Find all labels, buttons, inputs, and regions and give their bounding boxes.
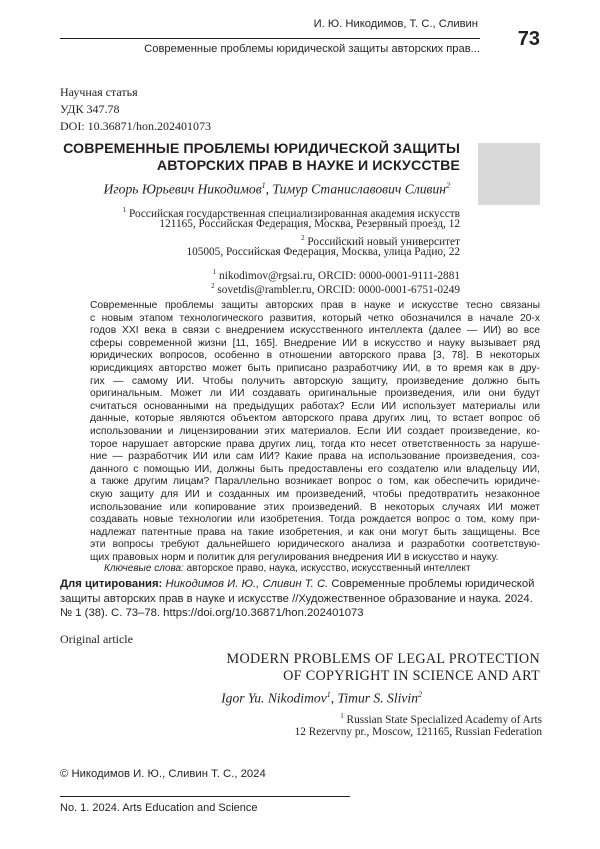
email-author-2 xyxy=(60,279,460,298)
author-separator: , xyxy=(266,182,273,197)
email-1-text: nikodimov@rgsai.ru, ORCID: 0000-0001-9111-2881 xyxy=(216,270,460,282)
abstract-line: а также другим лицам? Параллельно возникает вопрос о том, как обеспечить юридиче- xyxy=(90,476,540,489)
abstract-line: использовании и лицензировании этих материалов. Если ИИ создает произведение, ко- xyxy=(90,426,540,439)
citation-label: Для цитирования: xyxy=(60,578,162,590)
abstract-line: Современные проблемы защиты авторских прав в науке и искусстве тесно связаны xyxy=(90,300,540,313)
title-ru-line-1: СОВРЕМЕННЫЕ ПРОБЛЕМЫ ЮРИДИЧЕСКОЙ ЗАЩИТЫ xyxy=(60,141,460,157)
authors-en xyxy=(60,690,422,707)
keywords-text: авторское право, наука, искусство, искусственный интеллект xyxy=(184,563,471,574)
abstract-line: данного с помощью ИИ, должны быть предоставлены его создателю или владельцу ИИ, xyxy=(90,464,540,477)
author-2-sup: 2 xyxy=(446,181,450,190)
author-en-1-sup: 1 xyxy=(327,690,331,699)
affiliation-1-org: Российская государственная специализированная академия искусств xyxy=(126,208,460,220)
abstract-line: торое нарушает авторские права других лиц, тогда кто несет ответственность за наруше- xyxy=(90,439,540,452)
abstract-line: скую защиту для ИИ и созданных им произведений, чтобы предотвратить незаконное xyxy=(90,489,540,502)
page-number: 73 xyxy=(496,28,540,51)
affiliation-ru-1-address: 121165, Российская Федерация, Москва, Резервный проезд, 12 xyxy=(60,217,460,232)
title-ru-line-2: АВТОРСКИХ ПРАВ В НАУКЕ И ИСКУССТВЕ xyxy=(60,158,460,174)
copyright: © Никодимов И. Ю., Сливин Т. С., 2024 xyxy=(60,768,266,780)
keywords-label: Ключевые слова: xyxy=(104,563,184,574)
affiliation-en-1-text: Russian State Specialized Academy of Arts xyxy=(344,714,542,726)
abstract-line: оригинальным. Может ли ИИ создавать оригинальные произведения, или они будут xyxy=(90,388,540,401)
abstract-line: щих правовых норм и политик для регулирования внедрения ИИ в искусство и науку. xyxy=(90,552,540,565)
author-2-name: Тимур Станиславович Сливин xyxy=(272,182,446,197)
author-1-name: Игорь Юрьевич Никодимов xyxy=(104,182,262,197)
affiliation-2-sup: 2 xyxy=(301,234,305,242)
abstract-line: эти вопросы требуют дальнейшего юридического анализа и разработки соответствую- xyxy=(90,539,540,552)
affiliation-en-1-address: 12 Rezervny pr., Moscow, 121165, Russian Federation xyxy=(60,726,542,738)
email-1-sup: 1 xyxy=(213,268,217,276)
abstract-line: юридических вопросов, особенно в отношении авторского права [3, 78]. В некоторых xyxy=(90,350,540,363)
footer-journal-issue: No. 1. 2024. Arts Education and Science xyxy=(60,802,258,814)
author-en-2-name: Timur S. Slivin xyxy=(338,691,418,706)
citation xyxy=(60,577,542,621)
author-1-sup: 1 xyxy=(262,181,266,190)
affiliation-1-sup: 1 xyxy=(123,206,127,214)
doi: DOI: 10.36871/hon.202401073 xyxy=(60,119,211,134)
abstract-line: надлежат патентные права на такие изобретения, и как они могут быть защищены. Все xyxy=(90,527,540,540)
title-en-line-2: OF COPYRIGHT IN SCIENCE AND ART xyxy=(60,668,540,685)
author-en-2-sup: 2 xyxy=(418,690,422,699)
citation-text: Современные проблемы юридической защиты авторских прав в науке и искусстве //Художественное образование и наука. 2024. № 1 (38). С. 73–78. https://doi.org/10.36871/hon.202401073 xyxy=(60,578,534,619)
abstract-line: гих — самому ИИ. Чтобы получить авторскую защиту, произведение должно быть xyxy=(90,376,540,389)
abstract-line: данные, которые являются объектом авторского права других лиц, то встает вопрос об xyxy=(90,413,540,426)
header-divider xyxy=(60,38,480,39)
email-2-text: sovetdis@rambler.ru, ORCID: 0000-0001-6751-0249 xyxy=(215,284,460,296)
article-type: Научная статья xyxy=(60,85,138,100)
affiliation-2-org: Российский новый университет xyxy=(305,236,460,248)
running-header-title: Современные проблемы юридической защиты авторских прав... xyxy=(60,43,480,55)
title-en-line-1: MODERN PROBLEMS OF LEGAL PROTECTION xyxy=(60,651,540,668)
affiliation-en-1-sup: 1 xyxy=(340,712,344,720)
abstract-line: считаться основанными на предыдущих работах? Если ИИ использует материалы или xyxy=(90,401,540,414)
citation-authors: Никодимов И. Ю., Сливин Т. С. xyxy=(162,578,328,590)
abstract-line: юрисдикциях авторство может быть приписано разработчику ИИ, в то время как в дру- xyxy=(90,363,540,376)
affiliation-en-1-org xyxy=(60,712,542,726)
abstract-line: использование или копирование этих произведений. В некоторых случаях ИИ может xyxy=(90,502,540,515)
decorative-grey-block xyxy=(478,143,540,205)
running-header-authors: И. Ю. Никодимов, Т. С., Сливин xyxy=(60,18,478,30)
abstract xyxy=(90,300,540,564)
abstract-line: сферы современной жизни [11, 165]. Внедрение ИИ в искусство и науку вызывает ряд xyxy=(90,338,540,351)
email-2-sup: 2 xyxy=(211,282,215,290)
original-article-label: Original article xyxy=(60,632,133,647)
abstract-line: годов XXI века в связи с внедрением искусственного интеллекта (далее — ИИ) во все xyxy=(90,325,540,338)
author-en-separator: , xyxy=(331,691,338,706)
abstract-line: создавать новые технологии или изобретения. Тогда рождается вопрос о том, кому при- xyxy=(90,514,540,527)
abstract-line: ние — разработчик ИИ или сам ИИ? Какие права на использование произведения, соз- xyxy=(90,451,540,464)
abstract-line: с новым этапом технологического развития, который четко обозначился в начале 20-х xyxy=(90,313,540,326)
affiliation-ru-2-address: 105005, Российская Федерация, Москва, улица Радио, 22 xyxy=(60,245,460,260)
keywords xyxy=(104,563,540,574)
udk-code: УДК 347.78 xyxy=(60,102,119,117)
footer-divider xyxy=(60,796,350,797)
author-en-1-name: Igor Yu. Nikodimov xyxy=(221,691,327,706)
authors-ru xyxy=(60,181,450,198)
